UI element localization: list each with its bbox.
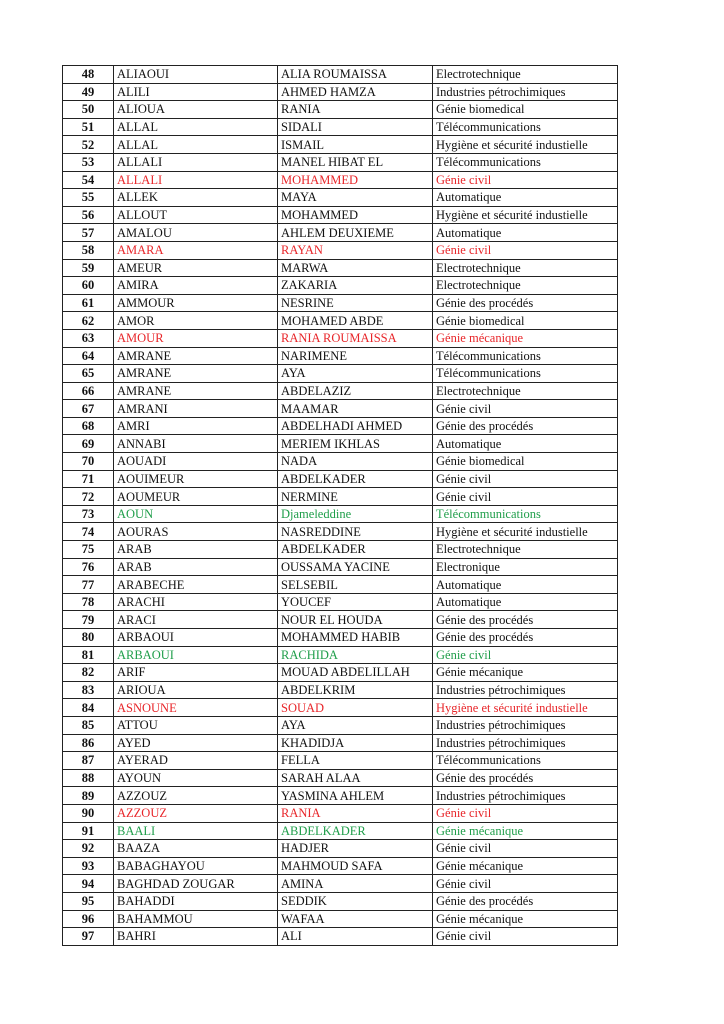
specialty-cell: Electrotechnique — [433, 277, 618, 295]
last-name-cell: AMMOUR — [114, 294, 278, 312]
specialty-cell: Génie civil — [433, 840, 618, 858]
last-name-cell: ALLAL — [114, 118, 278, 136]
specialty-cell: Génie mécanique — [433, 910, 618, 928]
row-number: 83 — [63, 681, 114, 699]
table-row — [63, 400, 618, 418]
last-name-cell: ALIAOUI — [114, 66, 278, 84]
specialty-cell: Télécommunications — [433, 347, 618, 365]
first-name-cell: MAAMAR — [278, 400, 433, 418]
row-number: 56 — [63, 206, 114, 224]
first-name-cell: MOHAMMED — [278, 171, 433, 189]
last-name-cell: AMOUR — [114, 329, 278, 347]
table-row — [63, 664, 618, 682]
first-name-cell: SELSEBIL — [278, 576, 433, 594]
table-row — [63, 365, 618, 383]
table-row — [63, 171, 618, 189]
specialty-cell: Génie civil — [433, 804, 618, 822]
first-name-cell: MAHMOUD SAFA — [278, 857, 433, 875]
specialty-cell: Génie mécanique — [433, 857, 618, 875]
table-row — [63, 892, 618, 910]
first-name-cell: RANIA — [278, 804, 433, 822]
table-row — [63, 734, 618, 752]
table-row — [63, 83, 618, 101]
table-row — [63, 329, 618, 347]
last-name-cell: AOUADI — [114, 453, 278, 471]
last-name-cell: AYERAD — [114, 752, 278, 770]
table-row — [63, 66, 618, 84]
specialty-cell: Génie civil — [433, 171, 618, 189]
row-number: 57 — [63, 224, 114, 242]
row-number: 60 — [63, 277, 114, 295]
last-name-cell: ANNABI — [114, 435, 278, 453]
last-name-cell: BAHADDI — [114, 892, 278, 910]
first-name-cell: RAYAN — [278, 241, 433, 259]
row-number: 48 — [63, 66, 114, 84]
table-row — [63, 558, 618, 576]
row-number: 85 — [63, 716, 114, 734]
student-list-table — [62, 65, 618, 946]
row-number: 51 — [63, 118, 114, 136]
specialty-cell: Génie civil — [433, 241, 618, 259]
specialty-cell: Télécommunications — [433, 365, 618, 383]
last-name-cell: ARIOUA — [114, 681, 278, 699]
table-row — [63, 716, 618, 734]
row-number: 81 — [63, 646, 114, 664]
row-number: 89 — [63, 787, 114, 805]
table-row — [63, 153, 618, 171]
specialty-cell: Electrotechnique — [433, 259, 618, 277]
row-number: 61 — [63, 294, 114, 312]
row-number: 92 — [63, 840, 114, 858]
table-row — [63, 488, 618, 506]
specialty-cell: Génie des procédés — [433, 417, 618, 435]
table-row — [63, 752, 618, 770]
first-name-cell: SIDALI — [278, 118, 433, 136]
specialty-cell: Télécommunications — [433, 505, 618, 523]
first-name-cell: ABDELKADER — [278, 541, 433, 559]
row-number: 69 — [63, 435, 114, 453]
last-name-cell: BAHRI — [114, 928, 278, 946]
first-name-cell: FELLA — [278, 752, 433, 770]
table-row — [63, 118, 618, 136]
row-number: 67 — [63, 400, 114, 418]
row-number: 73 — [63, 505, 114, 523]
row-number: 59 — [63, 259, 114, 277]
specialty-cell: Télécommunications — [433, 752, 618, 770]
table-row — [63, 224, 618, 242]
first-name-cell: NOUR EL HOUDA — [278, 611, 433, 629]
specialty-cell: Industries pétrochimiques — [433, 716, 618, 734]
row-number: 76 — [63, 558, 114, 576]
row-number: 79 — [63, 611, 114, 629]
last-name-cell: AMOR — [114, 312, 278, 330]
last-name-cell: ALLALI — [114, 171, 278, 189]
specialty-cell: Electrotechnique — [433, 66, 618, 84]
specialty-cell: Génie des procédés — [433, 892, 618, 910]
specialty-cell: Génie civil — [433, 400, 618, 418]
specialty-cell: Electronique — [433, 558, 618, 576]
table-row — [63, 382, 618, 400]
last-name-cell: BABAGHAYOU — [114, 857, 278, 875]
table-row — [63, 787, 618, 805]
row-number: 62 — [63, 312, 114, 330]
table-row — [63, 769, 618, 787]
table-row — [63, 576, 618, 594]
last-name-cell: AZZOUZ — [114, 787, 278, 805]
first-name-cell: MOHAMMED HABIB — [278, 629, 433, 647]
row-number: 95 — [63, 892, 114, 910]
table-row — [63, 593, 618, 611]
last-name-cell: AOURAS — [114, 523, 278, 541]
row-number: 82 — [63, 664, 114, 682]
specialty-cell: Hygiène et sécurité industielle — [433, 523, 618, 541]
table-row — [63, 505, 618, 523]
first-name-cell: Djameleddine — [278, 505, 433, 523]
specialty-cell: Génie des procédés — [433, 629, 618, 647]
table-row — [63, 646, 618, 664]
table-row — [63, 541, 618, 559]
first-name-cell: MARWA — [278, 259, 433, 277]
row-number: 84 — [63, 699, 114, 717]
specialty-cell: Génie biomedical — [433, 312, 618, 330]
row-number: 71 — [63, 470, 114, 488]
last-name-cell: ALIOUA — [114, 101, 278, 119]
table-row — [63, 347, 618, 365]
first-name-cell: NADA — [278, 453, 433, 471]
last-name-cell: AOUMEUR — [114, 488, 278, 506]
last-name-cell: BAHAMMOU — [114, 910, 278, 928]
first-name-cell: ABDELHADI AHMED — [278, 417, 433, 435]
row-number: 49 — [63, 83, 114, 101]
table-row — [63, 629, 618, 647]
table-row — [63, 699, 618, 717]
row-number: 52 — [63, 136, 114, 154]
first-name-cell: ISMAIL — [278, 136, 433, 154]
first-name-cell: ABDELKADER — [278, 470, 433, 488]
first-name-cell: MOHAMED ABDE — [278, 312, 433, 330]
first-name-cell: AYA — [278, 716, 433, 734]
last-name-cell: ARACHI — [114, 593, 278, 611]
specialty-cell: Hygiène et sécurité industielle — [433, 136, 618, 154]
last-name-cell: ALLALI — [114, 153, 278, 171]
specialty-cell: Génie civil — [433, 470, 618, 488]
table-row — [63, 136, 618, 154]
last-name-cell: ALLOUT — [114, 206, 278, 224]
row-number: 77 — [63, 576, 114, 594]
student-list-body — [63, 66, 618, 946]
table-row — [63, 277, 618, 295]
table-row — [63, 312, 618, 330]
table-row — [63, 453, 618, 471]
last-name-cell: AMIRA — [114, 277, 278, 295]
specialty-cell: Automatique — [433, 224, 618, 242]
first-name-cell: MERIEM IKHLAS — [278, 435, 433, 453]
last-name-cell: ALILI — [114, 83, 278, 101]
table-row — [63, 470, 618, 488]
specialty-cell: Génie biomedical — [433, 101, 618, 119]
last-name-cell: BAAZA — [114, 840, 278, 858]
table-row — [63, 417, 618, 435]
last-name-cell: AOUIMEUR — [114, 470, 278, 488]
first-name-cell: MAYA — [278, 189, 433, 207]
table-row — [63, 294, 618, 312]
specialty-cell: Génie biomedical — [433, 453, 618, 471]
row-number: 55 — [63, 189, 114, 207]
row-number: 54 — [63, 171, 114, 189]
table-row — [63, 101, 618, 119]
first-name-cell: SOUAD — [278, 699, 433, 717]
first-name-cell: HADJER — [278, 840, 433, 858]
specialty-cell: Télécommunications — [433, 118, 618, 136]
row-number: 86 — [63, 734, 114, 752]
table-row — [63, 523, 618, 541]
row-number: 63 — [63, 329, 114, 347]
last-name-cell: ARBAOUI — [114, 629, 278, 647]
first-name-cell: ABDELAZIZ — [278, 382, 433, 400]
row-number: 65 — [63, 365, 114, 383]
table-row — [63, 857, 618, 875]
table-row — [63, 189, 618, 207]
first-name-cell: AHLEM DEUXIEME — [278, 224, 433, 242]
first-name-cell: WAFAA — [278, 910, 433, 928]
specialty-cell: Génie civil — [433, 646, 618, 664]
last-name-cell: BAALI — [114, 822, 278, 840]
row-number: 74 — [63, 523, 114, 541]
specialty-cell: Génie civil — [433, 875, 618, 893]
table-row — [63, 875, 618, 893]
specialty-cell: Génie civil — [433, 488, 618, 506]
specialty-cell: Industries pétrochimiques — [433, 787, 618, 805]
first-name-cell: KHADIDJA — [278, 734, 433, 752]
first-name-cell: YASMINA AHLEM — [278, 787, 433, 805]
first-name-cell: SEDDIK — [278, 892, 433, 910]
table-row — [63, 241, 618, 259]
table-row — [63, 259, 618, 277]
last-name-cell: AYED — [114, 734, 278, 752]
row-number: 64 — [63, 347, 114, 365]
last-name-cell: ARABECHE — [114, 576, 278, 594]
last-name-cell: AMRANE — [114, 347, 278, 365]
last-name-cell: ARIF — [114, 664, 278, 682]
specialty-cell: Automatique — [433, 576, 618, 594]
last-name-cell: ALLEK — [114, 189, 278, 207]
specialty-cell: Hygiène et sécurité industielle — [433, 206, 618, 224]
first-name-cell: NESRINE — [278, 294, 433, 312]
specialty-cell: Automatique — [433, 435, 618, 453]
last-name-cell: AYOUN — [114, 769, 278, 787]
specialty-cell: Automatique — [433, 593, 618, 611]
table-row — [63, 681, 618, 699]
last-name-cell: ARAB — [114, 558, 278, 576]
specialty-cell: Génie civil — [433, 928, 618, 946]
first-name-cell: MOUAD ABDELILLAH — [278, 664, 433, 682]
first-name-cell: RANIA ROUMAISSA — [278, 329, 433, 347]
first-name-cell: SARAH ALAA — [278, 769, 433, 787]
last-name-cell: ARACI — [114, 611, 278, 629]
first-name-cell: AHMED HAMZA — [278, 83, 433, 101]
first-name-cell: AYA — [278, 365, 433, 383]
table-row — [63, 611, 618, 629]
row-number: 66 — [63, 382, 114, 400]
row-number: 90 — [63, 804, 114, 822]
specialty-cell: Génie des procédés — [433, 769, 618, 787]
last-name-cell: BAGHDAD ZOUGAR — [114, 875, 278, 893]
table-row — [63, 840, 618, 858]
first-name-cell: ALI — [278, 928, 433, 946]
last-name-cell: AMARA — [114, 241, 278, 259]
first-name-cell: YOUCEF — [278, 593, 433, 611]
last-name-cell: ARAB — [114, 541, 278, 559]
first-name-cell: ABDELKRIM — [278, 681, 433, 699]
last-name-cell: AMRANE — [114, 365, 278, 383]
first-name-cell: MOHAMMED — [278, 206, 433, 224]
specialty-cell: Industries pétrochimiques — [433, 83, 618, 101]
specialty-cell: Hygiène et sécurité industielle — [433, 699, 618, 717]
row-number: 97 — [63, 928, 114, 946]
last-name-cell: AMRANI — [114, 400, 278, 418]
table-row — [63, 822, 618, 840]
last-name-cell: AMEUR — [114, 259, 278, 277]
specialty-cell: Télécommunications — [433, 153, 618, 171]
first-name-cell: RANIA — [278, 101, 433, 119]
table-row — [63, 910, 618, 928]
row-number: 91 — [63, 822, 114, 840]
last-name-cell: AZZOUZ — [114, 804, 278, 822]
table-row — [63, 804, 618, 822]
row-number: 80 — [63, 629, 114, 647]
first-name-cell: RACHIDA — [278, 646, 433, 664]
last-name-cell: AMALOU — [114, 224, 278, 242]
first-name-cell: ZAKARIA — [278, 277, 433, 295]
first-name-cell: OUSSAMA YACINE — [278, 558, 433, 576]
table-row — [63, 928, 618, 946]
specialty-cell: Electrotechnique — [433, 541, 618, 559]
row-number: 72 — [63, 488, 114, 506]
specialty-cell: Electrotechnique — [433, 382, 618, 400]
row-number: 93 — [63, 857, 114, 875]
last-name-cell: AMRI — [114, 417, 278, 435]
last-name-cell: ASNOUNE — [114, 699, 278, 717]
specialty-cell: Industries pétrochimiques — [433, 734, 618, 752]
row-number: 53 — [63, 153, 114, 171]
specialty-cell: Industries pétrochimiques — [433, 681, 618, 699]
last-name-cell: AOUN — [114, 505, 278, 523]
last-name-cell: AMRANE — [114, 382, 278, 400]
row-number: 70 — [63, 453, 114, 471]
specialty-cell: Génie des procédés — [433, 611, 618, 629]
row-number: 58 — [63, 241, 114, 259]
table-row — [63, 435, 618, 453]
last-name-cell: ALLAL — [114, 136, 278, 154]
specialty-cell: Génie mécanique — [433, 329, 618, 347]
specialty-cell: Génie mécanique — [433, 822, 618, 840]
row-number: 96 — [63, 910, 114, 928]
row-number: 87 — [63, 752, 114, 770]
first-name-cell: NARIMENE — [278, 347, 433, 365]
last-name-cell: ARBAOUI — [114, 646, 278, 664]
first-name-cell: NASREDDINE — [278, 523, 433, 541]
row-number: 94 — [63, 875, 114, 893]
first-name-cell: ALIA ROUMAISSA — [278, 66, 433, 84]
row-number: 88 — [63, 769, 114, 787]
first-name-cell: AMINA — [278, 875, 433, 893]
first-name-cell: NERMINE — [278, 488, 433, 506]
first-name-cell: ABDELKADER — [278, 822, 433, 840]
first-name-cell: MANEL HIBAT EL — [278, 153, 433, 171]
specialty-cell: Génie mécanique — [433, 664, 618, 682]
specialty-cell: Automatique — [433, 189, 618, 207]
row-number: 50 — [63, 101, 114, 119]
row-number: 78 — [63, 593, 114, 611]
last-name-cell: ATTOU — [114, 716, 278, 734]
table-row — [63, 206, 618, 224]
row-number: 75 — [63, 541, 114, 559]
specialty-cell: Génie des procédés — [433, 294, 618, 312]
row-number: 68 — [63, 417, 114, 435]
